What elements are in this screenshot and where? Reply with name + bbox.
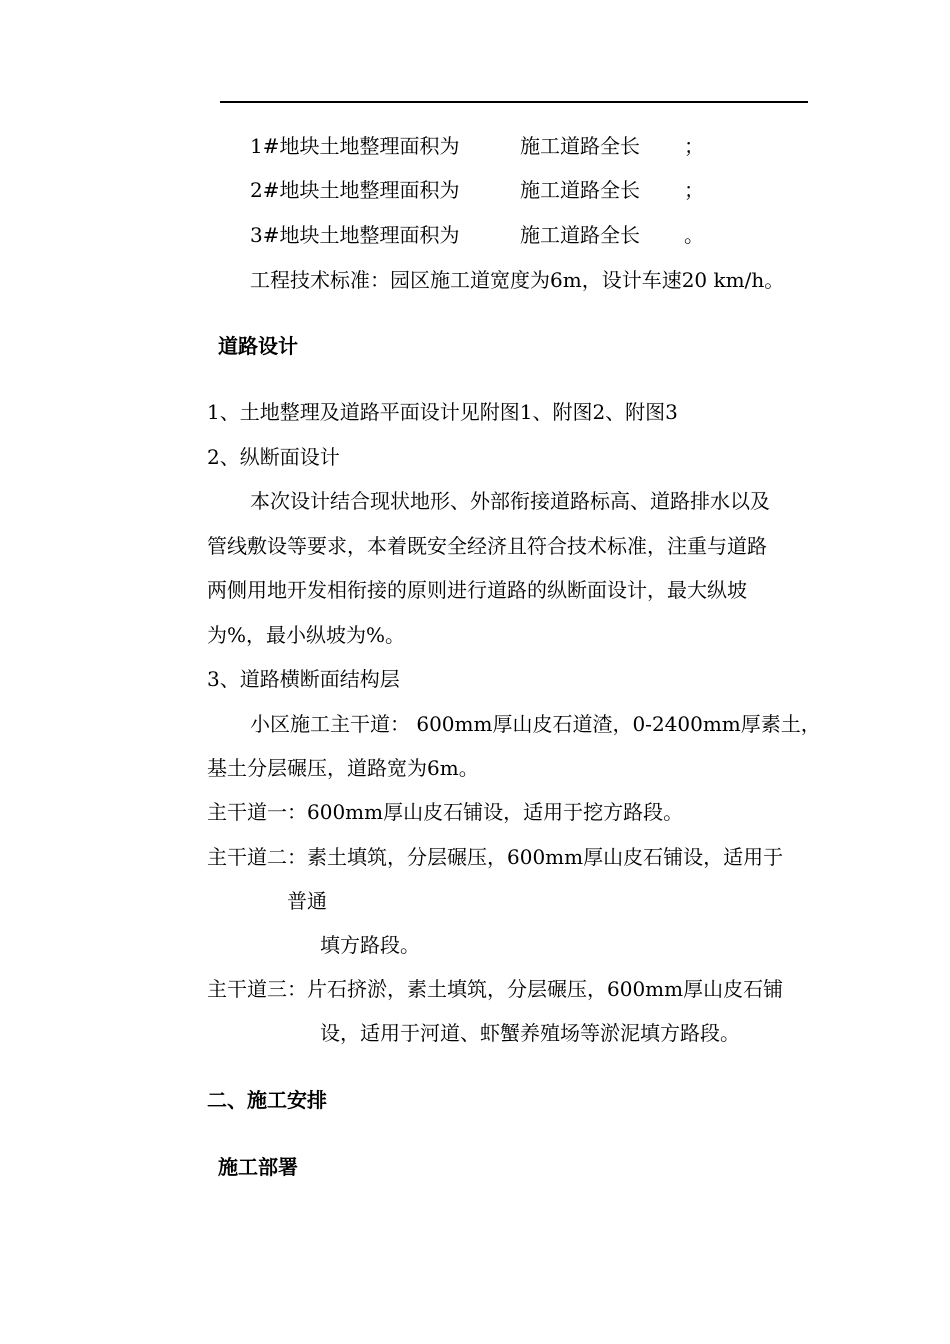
main-road-line-1: 小区施工主干道： 600mm厚山皮石道渣，0-2400mm厚素土， (250, 712, 821, 736)
plot-3-end: 。 (684, 223, 704, 247)
road-2-line-2: 普通 (287, 889, 327, 913)
road-design-item-3: 3、道路横断面结构层 (207, 667, 400, 691)
road-3-line-2: 设，适用于河道、虾蟹养殖场等淤泥填方路段。 (320, 1021, 740, 1045)
section-2-heading: 二、施工安排 (207, 1088, 327, 1112)
main-road-line-2: 基土分层碾压，道路宽为6m。 (207, 756, 479, 780)
profile-para-line-3: 两侧用地开发相衔接的原则进行道路的纵断面设计，最大纵坡 (207, 578, 747, 602)
profile-para-line-4: 为%，最小纵坡为%。 (207, 623, 406, 647)
plot-2-area-label: 2#地块土地整理面积为 (250, 178, 460, 202)
plot-1-end: ； (684, 134, 704, 158)
road-1: 主干道一：600mm厚山皮石铺设，适用于挖方路段。 (207, 800, 684, 824)
road-design-heading: 道路设计 (218, 334, 298, 358)
road-2-line-3: 填方路段。 (320, 933, 420, 957)
plot-3-road-label: 施工道路全长 (520, 223, 640, 247)
plot-2-end: ； (684, 178, 704, 202)
construction-deployment-heading: 施工部署 (218, 1155, 298, 1179)
plot-2-road-label: 施工道路全长 (520, 178, 640, 202)
header-rule (220, 101, 808, 103)
profile-para-line-2: 管线敷设等要求，本着既安全经济且符合技术标准，注重与道路 (207, 534, 767, 558)
plot-3-area-label: 3#地块土地整理面积为 (250, 223, 460, 247)
tech-standard: 工程技术标准：园区施工道宽度为6m，设计车速20 km/h。 (250, 268, 785, 292)
plot-1-road-label: 施工道路全长 (520, 134, 640, 158)
road-3-line-1: 主干道三：片石挤淤，素土填筑，分层碾压，600mm厚山皮石铺 (207, 977, 784, 1001)
plot-1-area-label: 1#地块土地整理面积为 (250, 134, 460, 158)
profile-para-line-1: 本次设计结合现状地形、外部衔接道路标高、道路排水以及 (250, 489, 770, 513)
road-design-item-1: 1、土地整理及道路平面设计见附图1、附图2、附图3 (207, 400, 678, 424)
road-design-item-2: 2、纵断面设计 (207, 445, 340, 469)
road-2-line-1: 主干道二：素土填筑，分层碾压，600mm厚山皮石铺设，适用于 (207, 845, 784, 869)
